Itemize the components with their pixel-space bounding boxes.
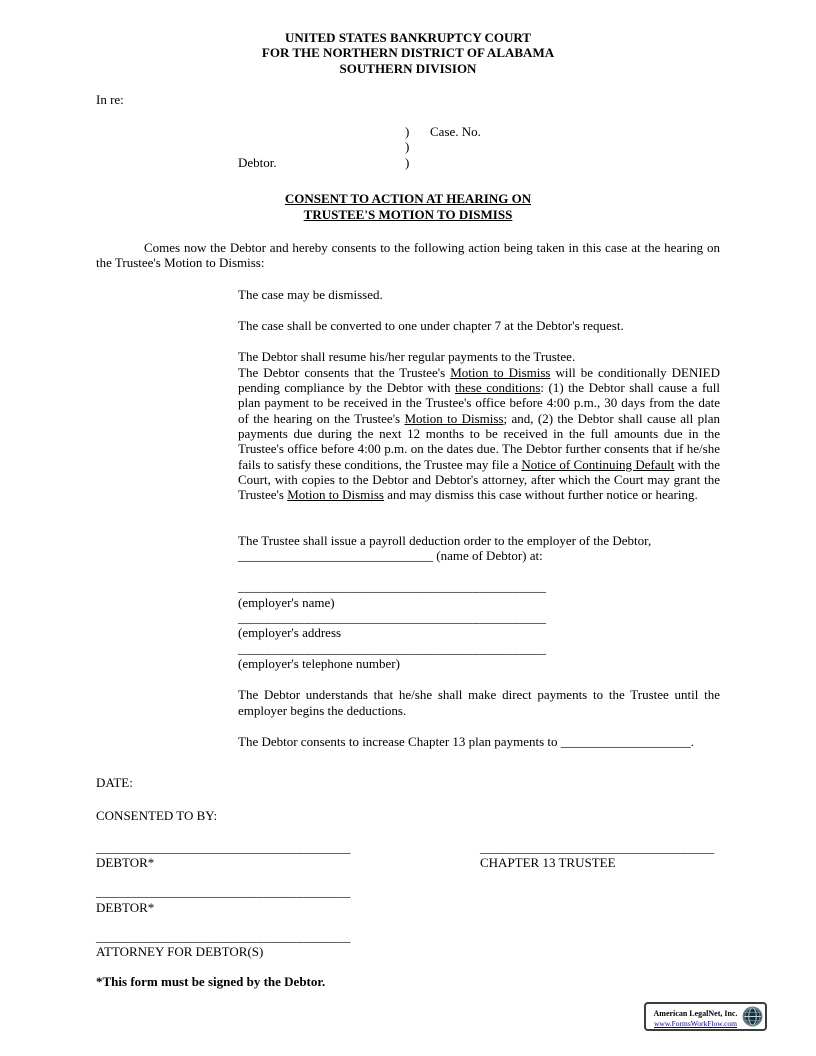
option-resume-payments: The Debtor shall resume his/her regular payments to the Trustee. (238, 349, 576, 365)
document-title-line-2: TRUSTEE'S MOTION TO DISMISS (303, 206, 513, 222)
court-district: FOR THE NORTHERN DISTRICT OF ALABAMA (261, 45, 555, 61)
logo-company-name: American LegalNet, Inc. (653, 1008, 738, 1018)
employer-phone-blank: ______________________________________________ (238, 640, 547, 656)
formsworkflow-link[interactable]: www.FormsWorkFlow.com (653, 1018, 737, 1028)
american-legalnet-logo (644, 1002, 767, 1031)
attorney-signature-line: ______________________________________ (96, 929, 351, 945)
increase-payments-paragraph: The Debtor consents to increase Chapter 13 plan payments to ____________________. (238, 733, 694, 749)
employer-address-blank: ______________________________________________ (238, 609, 547, 625)
consented-to-by-label: CONSENTED TO BY: (96, 807, 218, 823)
debtor-label-1: DEBTOR* (96, 855, 155, 871)
debtor-label-2: DEBTOR* (96, 899, 155, 915)
payroll-deduction-text: The Trustee shall issue a payroll deduction order to the employer of the Debtor, (238, 532, 652, 548)
option-case-converted: The case shall be converted to one under chapter 7 at the Debtor's request. (238, 317, 624, 333)
intro-paragraph: Comes now the Debtor and hereby consents to the following action being taken in this case at the hearing on the Trustee's Motion to Dismiss: (96, 239, 720, 271)
caption-paren-1: ) (405, 124, 410, 140)
signature-label-row-2 (96, 900, 720, 915)
globe-icon (742, 1006, 763, 1027)
case-caption (96, 124, 720, 171)
attorney-for-debtor-label: ATTORNEY FOR DEBTOR(S) (96, 944, 264, 960)
signature-line-row-3 (96, 929, 720, 944)
court-division: SOUTHERN DIVISION (339, 60, 477, 76)
name-of-debtor-blank: ______________________________ (name of Debtor) at: (238, 547, 543, 563)
document-title (96, 191, 720, 222)
employer-phone-caption: (employer's telephone number) (238, 655, 400, 671)
direct-payments-paragraph: The Debtor understands that he/she shall make direct payments to the Trustee until the employer begins the deductions. (238, 687, 720, 718)
option-conditional-denial: The Debtor consents that the Trustee's Motion to Dismiss will be conditionally DENIED pending compliance by the Debtor with these conditions: (1) the Debtor shall cause a full plan payment to be received in the Trustee's office before 4:00 p.m., 30 days from the date of the hearing on the Trustee's Motion to Dismiss; and, (2) the Debtor shall cause all plan payments due during the next 12 months to be received in the full amounts due in the Trustee's office before 4:00 p.m. on the dates due. The Debtor further consents that if he/she fails to satisfy these conditions, the Trustee may file a Notice of Continuing Default with the Court, with copies to the Debtor and Debtor's attorney, after which the Court may grant the Trustee's Motion to Dismiss and may dismiss this case without further notice or hearing. (238, 364, 720, 503)
employer-name-caption: (employer's name) (238, 594, 335, 610)
option-case-dismissed: The case may be dismissed. (238, 286, 383, 302)
signature-line-row-1 (96, 840, 720, 855)
signature-line-row-2 (96, 884, 720, 899)
case-number-label: Case. No. (430, 124, 481, 140)
employer-name-blank: ______________________________________________ (238, 579, 547, 595)
signature-label-row-3 (96, 944, 720, 959)
signature-footnote: *This form must be signed by the Debtor. (96, 973, 326, 989)
in-re-label: In re: (96, 91, 124, 107)
logo-text-block (651, 1005, 740, 1029)
date-label: DATE: (96, 775, 133, 791)
signature-label-row-1 (96, 855, 720, 870)
employer-address-caption: (employer's address (238, 625, 342, 641)
caption-paren-3: ) (405, 155, 410, 171)
court-header (96, 30, 720, 76)
debtor-caption-label: Debtor. (238, 155, 277, 171)
debtor-signature-line-1: ______________________________________ (96, 839, 351, 855)
employer-info-block (238, 579, 720, 671)
trustee-signature-line: ___________________________________ (480, 839, 715, 855)
debtor-signature-line-2: ______________________________________ (96, 884, 351, 900)
caption-paren-2: ) (405, 139, 410, 155)
document-title-line-1: CONSENT TO ACTION AT HEARING ON (284, 191, 532, 207)
court-name: UNITED STATES BANKRUPTCY COURT (285, 30, 531, 45)
chapter-13-trustee-label: CHAPTER 13 TRUSTEE (480, 855, 616, 871)
option-payroll-deduction (238, 533, 720, 564)
